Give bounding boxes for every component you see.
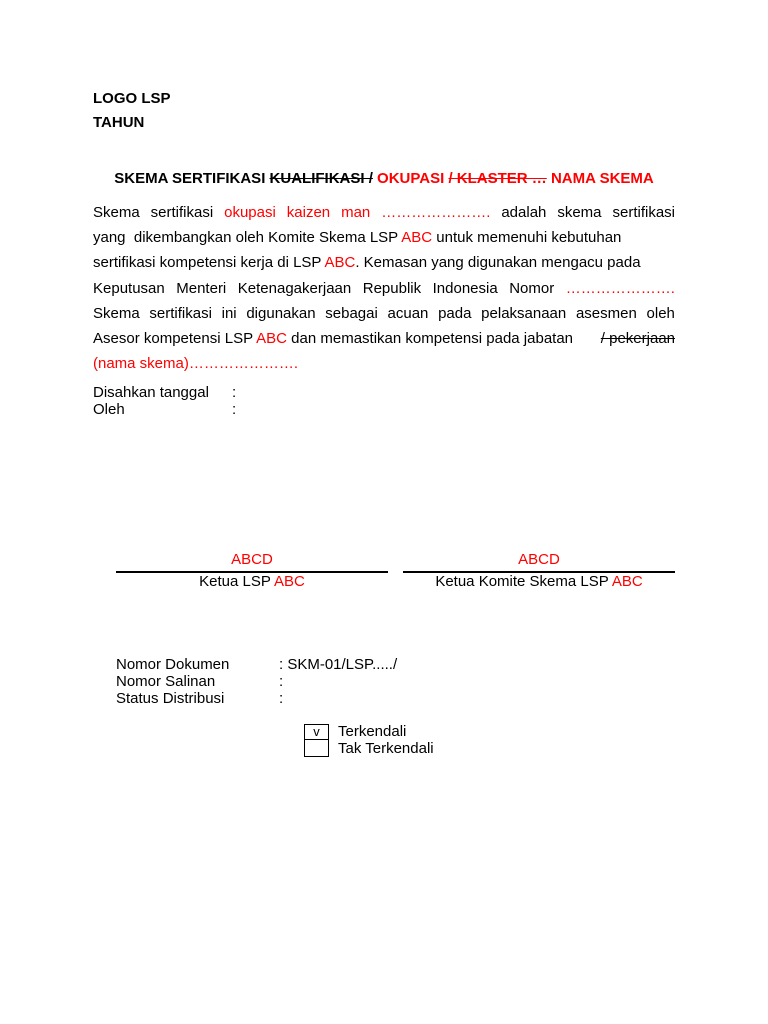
copy-number-value: : xyxy=(279,673,284,690)
signatory-name: ABCD xyxy=(231,551,273,568)
title-red-part: OKUPASI xyxy=(372,170,449,187)
scheme-name-placeholder: (nama skema)…………………. xyxy=(93,355,299,373)
title-struck-part: KUALIFIKASI / xyxy=(269,170,373,187)
line-6-text xyxy=(93,326,577,351)
copy-number-row xyxy=(116,673,397,690)
paragraph-line-7 xyxy=(93,351,675,376)
word: digunakan xyxy=(246,304,316,322)
word: adalah xyxy=(501,204,547,221)
controlled-label: Terkendali xyxy=(338,723,407,740)
lsp-name: ABC xyxy=(611,573,643,590)
word: man xyxy=(341,204,371,221)
distribution-status-label: Status Distribusi xyxy=(116,690,225,707)
line-2-text xyxy=(93,225,621,250)
paragraph-line-6 xyxy=(93,326,675,351)
text: dan memastikan kompetensi pada jabatan xyxy=(287,330,578,348)
word: ini xyxy=(221,304,237,322)
description-paragraph xyxy=(93,200,675,376)
lsp-name: ABC xyxy=(273,573,305,590)
controlled-checkbox[interactable]: v xyxy=(304,724,329,740)
doc-number-value: : SKM-01/LSP...../ xyxy=(279,656,398,673)
text: sertifikasi kompetensi kerja di LSP xyxy=(93,254,325,272)
word: Republik xyxy=(362,279,422,297)
approval-by-colon: : xyxy=(232,401,237,418)
word: oleh xyxy=(646,304,675,322)
approval-block xyxy=(93,384,236,418)
word: Indonesia xyxy=(432,279,498,297)
paragraph-line-4 xyxy=(93,276,675,301)
struck-text: / pekerjaan xyxy=(600,330,675,348)
text: . Kemasan yang digunakan mengacu pada xyxy=(355,254,641,272)
paragraph-line-1 xyxy=(93,200,675,225)
role-text: Ketua LSP xyxy=(199,573,274,590)
document-title xyxy=(93,170,675,187)
word: Skema xyxy=(93,304,140,322)
doc-number-row xyxy=(116,656,397,673)
signatory-name: ABCD xyxy=(518,551,560,568)
approval-by-row xyxy=(93,401,236,418)
placeholder-dots: …………………. xyxy=(381,204,491,221)
word: Menteri xyxy=(176,279,227,297)
word: acuan xyxy=(387,304,429,322)
word: sebagai xyxy=(325,304,378,322)
distribution-options xyxy=(304,723,434,757)
distribution-status-value: : xyxy=(279,690,284,707)
word: sertifikasi xyxy=(612,204,675,221)
word: Keputusan xyxy=(93,279,165,297)
approval-by-label: Oleh xyxy=(93,401,125,418)
year-placeholder: TAHUN xyxy=(93,114,145,131)
placeholder-dots: …………………. xyxy=(565,279,675,297)
signature-committee-chair xyxy=(403,551,675,591)
title-part: SKEMA SERTIFIKASI xyxy=(114,170,270,187)
signature-lsp-chair xyxy=(116,551,388,591)
text: untuk memenuhi kebutuhan xyxy=(432,229,622,247)
word: Skema xyxy=(93,204,140,221)
approval-date-row xyxy=(93,384,236,401)
paragraph-line-3 xyxy=(93,250,675,275)
word: Ketenagakerjaan xyxy=(237,279,352,297)
text: Asesor kompetensi LSP xyxy=(93,330,257,348)
word: pelaksanaan xyxy=(481,304,567,322)
copy-number-label: Nomor Salinan xyxy=(116,673,216,690)
doc-number-label: Nomor Dokumen xyxy=(116,656,230,673)
logo-placeholder: LOGO LSP xyxy=(93,90,171,107)
lsp-name: ABC xyxy=(401,229,433,247)
paragraph-line-2 xyxy=(93,225,675,250)
word: Nomor xyxy=(509,279,555,297)
role-text: Ketua Komite Skema LSP xyxy=(435,573,612,590)
word: sertifikasi xyxy=(150,204,214,221)
word: asesmen xyxy=(575,304,637,322)
option-uncontrolled xyxy=(304,740,434,757)
word: pada xyxy=(438,304,472,322)
line-3-text xyxy=(93,250,641,275)
text: yang dikembangkan oleh Komite Skema LSP xyxy=(93,229,402,247)
word: kaizen xyxy=(286,204,331,221)
paragraph-line-5 xyxy=(93,301,675,326)
approval-date-label: Disahkan tanggal xyxy=(93,384,209,401)
option-controlled xyxy=(304,723,434,740)
approval-date-colon: : xyxy=(232,384,237,401)
uncontrolled-checkbox[interactable] xyxy=(304,740,329,757)
signatory-role xyxy=(403,573,675,591)
lsp-name: ABC xyxy=(324,254,356,272)
lsp-name: ABC xyxy=(256,330,287,348)
word: skema xyxy=(557,204,602,221)
word: okupasi xyxy=(224,204,276,221)
document-metadata xyxy=(116,656,397,707)
title-scheme-name: NAMA SKEMA xyxy=(546,170,654,187)
title-red-struck-part: / KLASTER … xyxy=(448,170,547,187)
signatory-role xyxy=(116,573,388,591)
uncontrolled-label: Tak Terkendali xyxy=(338,740,434,757)
document-header xyxy=(93,87,171,135)
word: sertifikasi xyxy=(149,304,212,322)
distribution-status-row xyxy=(116,690,397,707)
